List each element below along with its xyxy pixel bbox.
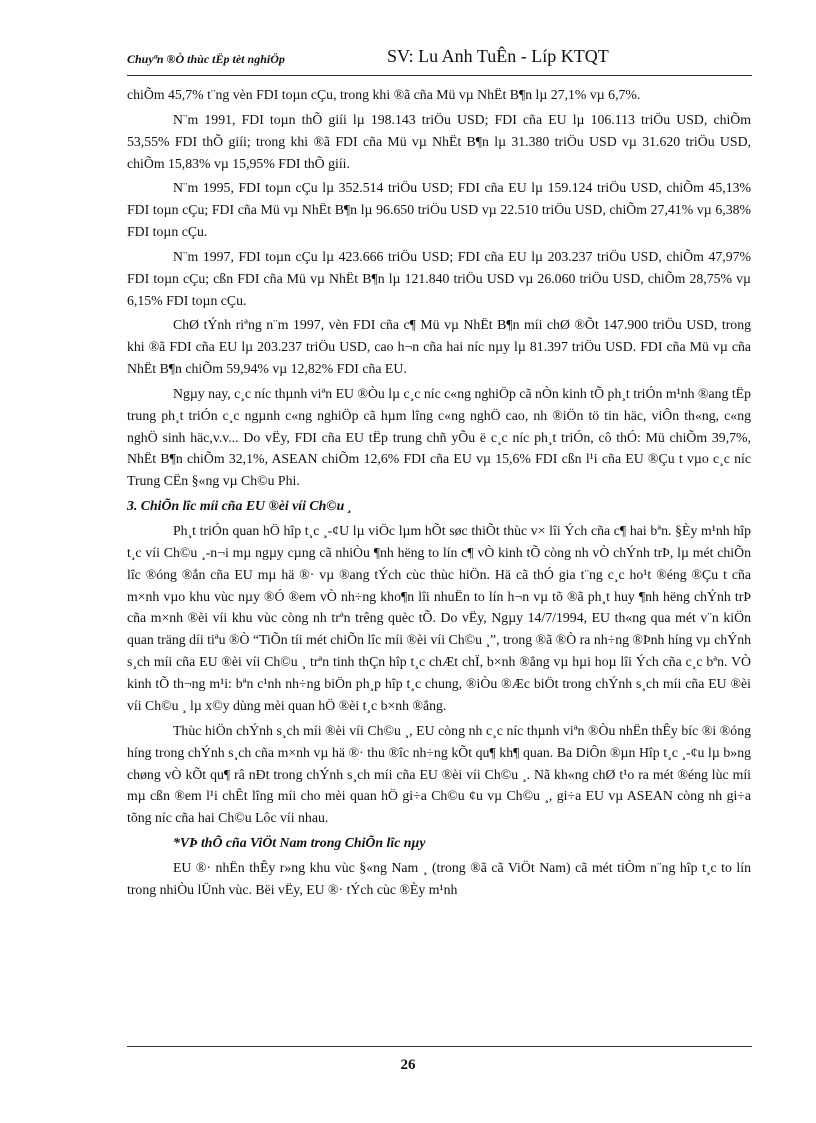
header-title: Chuyªn ®Ò thùc tËp tèt nghiÖp	[127, 52, 285, 66]
page-number: 26	[400, 1057, 416, 1073]
paragraph: N¨m 1997, FDI toµn cÇu lµ 423.666 triÖu USD; FDI cña EU lµ 203.237 triÖu USD, chiÕm 47,97% FDI toµn cÇu; cßn FDI cña Mü vµ NhËt B¶n lµ 121.840 triÖu USD vµ 26.060 triÖu USD, chiÕm 28,75% vµ 6,15% FDI toµn cÇu.	[127, 248, 751, 308]
subheading: *VÞ thÕ cña ViÖt Nam trong ChiÕn lîc nµy	[173, 835, 426, 851]
paragraph: EU ®· nhËn thÊy r»ng khu vùc §«ng Nam ¸ (trong ®ã cã ViÖt Nam) cã mét tiÒm n¨ng hîp t¸c to lín trong nhiÒu lÜnh vùc. Bëi vËy, EU ®· tÝch cùc ®Èy m¹nh	[127, 859, 751, 897]
body-text	[127, 84, 751, 903]
paragraph: ChØ tÝnh riªng n¨m 1997, vèn FDI cña c¶ Mü vµ NhËt B¶n míi chØ ®Õt 147.900 triÖu USD, trong khi ®ã FDI cña EU lµ 203.237 triÖu USD, cao h¬n cña hai níc nµy lµ 81.397 triÖu USD. FDI cña Mü vµ cña NhËt B¶n chiÕm 59,94% vµ 12,82% FDI cña EU.	[127, 317, 751, 377]
paragraph: Ph¸t triÓn quan hÖ hîp t¸c ¸-¢U lµ viÖc lµm hÕt søc thiÕt thùc v× lîi Ých cña c¶ hai bªn. §Èy m¹nh hîp t¸c víi Ch©u ¸-n¬i mµ ngµy cµng cã nhiÒu ¶nh hëng to lín c¶ vÒ kinh tÕ còng nh vÒ chÝnh trÞ, lµ mét chiÕn lîc ®óng ®ắn cña EU mµ hä ®· vµ ®ang tÝch cùc thùc hiÖn. Hä cã thÓ gia t¨ng c¸c ho¹t ®éng ®Çu t cña m×nh vµo khu vùc nµy ®Ó ®em vÒ nh÷ng kho¶n lîi nhuËn to lín h¬n vµ tõ ®ã ph¸t huy ¶nh hëng chÝnh trÞ cña m×nh ®èi víi khu vùc còng nh trªn trêng quèc tÕ. Do vËy, Ngµy 14/7/1994, EU th«ng qua mét v¨n kiÖn quan träng díi tiªu ®Ò “TiÕn tíi mét chiÕn lîc míi ®èi víi Ch©u ¸”, trong ®ã ®Ò ra nh÷ng ®Þnh híng vµ chÝnh s¸ch míi cña EU ®èi víi Ch©u ¸ trªn tinh thÇn hîp t¸c chÆt chÏ, b×nh ®ẳng vµ hµi hoµ lîi Ých cña c¸c bªn. VÒ kinh tÕ th¬ng m¹i: bªn c¹nh nh÷ng biÖn ph¸p hîp t¸c chung, ®iÒu ®Æc biÖt trong chÝnh s¸ch míi cña EU ®èi víi Ch©u ¸ lµ x©y dùng mèi quan hÖ ®èi t¸c b×nh ®ẳng.	[127, 522, 751, 714]
section-heading: 3. ChiÕn lîc míi cña EU ®èi víi Ch©u ¸	[127, 498, 353, 514]
header-author: SV: Lu Anh TuÊn - Líp KTQT	[387, 46, 609, 66]
paragraph: chiÕm 45,7% t¨ng vèn FDI toµn cÇu, trong khi ®ã cña Mü vµ NhËt B¶n lµ 27,1% vµ 6,7%.	[127, 87, 641, 102]
paragraph: Thùc hiÖn chÝnh s¸ch míi ®èi víi Ch©u ¸, EU còng nh c¸c níc thµnh viªn ®Òu nhËn thÊy bíc ®i ®óng híng trong chÝnh s¸ch cña m×nh vµ hä ®· thu ®îc nh÷ng kÕt qu¶ kh¶ quan. Ba DiÔn ®µn Hîp t¸c ¸-¢u lµ b»ng chøng vÒ kÕt qu¶ râ nÐt trong chÝnh s¸ch míi cña EU ®èi víi Ch©u ¸. Nã kh«ng chØ t¹o ra mét ®éng lùc míi mµ cßn ®em l¹i chÊt lîng míi cho mèi quan hÖ gi÷a Ch©u ¢u vµ Ch©u ¸, gi÷a EU vµ ASEAN còng nh gi÷a tõng níc cña hai Ch©u Lôc víi nhau.	[127, 722, 751, 826]
paragraph: Ngµy nay, c¸c níc thµnh viªn EU ®Òu lµ c¸c níc c«ng nghiÖp cã nÒn kinh tÕ ph¸t triÓn m¹nh ®ang tËp trung ph¸t triÓn c¸c ngµnh c«ng nghiÖp cã hµm lîng c«ng nghÖ cao, nh ®iÖn tö tin häc, viÔn th«ng, c«ng nghÖ sinh häc,v.v... Do vËy, FDI cña EU tËp trung chñ yÕu ë c¸c níc ph¸t triÓn, cô thÓ: Mü chiÕm 39,7%, NhËt B¶n chiÕm 32,1%, ASEAN chiÕm 12,6% FDI cña EU vµ 15,6% FDI cßn l¹i cña EU ®Çu t vµo c¸c níc Trung CËn §«ng vµ Ch©u Phi.	[127, 385, 751, 489]
paragraph: N¨m 1991, FDI toµn thÕ giíi lµ 198.143 triÖu USD; FDI cña EU lµ 106.113 triÖu USD, chiÕm 53,55% FDI thÕ giíi; trong khi ®ã FDI cña Mü vµ NhËt B¶n lµ 31.380 triÖu USD vµ 31.620 triÖu USD, chiÕm 15,83% vµ 15,95% FDI thÕ giíi.	[127, 111, 751, 171]
header-rule	[127, 75, 752, 76]
paragraph: N¨m 1995, FDI toµn cÇu lµ 352.514 triÖu USD; FDI cña EU lµ 159.124 triÖu USD, chiÕm 45,13% FDI toµn cÇu; FDI cña Mü vµ NhËt B¶n lµ 96.650 triÖu USD vµ 22.510 triÖu USD, chiÕm 27,41% vµ 6,38% FDI toµn cÇu.	[127, 180, 751, 240]
page-header	[127, 46, 752, 72]
footer-rule	[127, 1046, 752, 1047]
